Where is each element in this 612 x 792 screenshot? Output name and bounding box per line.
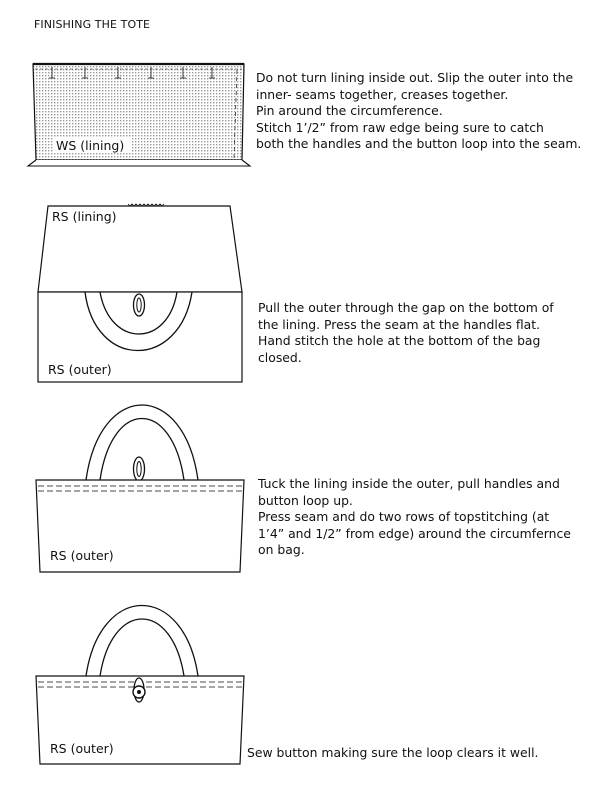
step-1-line: inner- seams together, creases together. bbox=[256, 86, 509, 102]
figure-4-label: RS (outer) bbox=[50, 741, 114, 756]
step-2-line: closed. bbox=[258, 349, 302, 365]
step-1-line: Pin around the circumference. bbox=[256, 103, 443, 119]
step-1-line: Do not turn lining inside out. Slip the outer into the bbox=[256, 70, 574, 85]
step-2-line: Pull the outer through the gap on the bottom of bbox=[258, 300, 554, 315]
step-3-line: button loop up. bbox=[258, 492, 353, 508]
step-2-line: Hand stitch the hole at the bottom of the bag bbox=[258, 333, 541, 349]
step-3-line: 1’4” and 1/2” from edge) around the circumfernce bbox=[258, 525, 571, 541]
figure-2-pull-through bbox=[38, 204, 242, 382]
step-3-line: Tuck the lining inside the outer, pull handles and bbox=[258, 476, 560, 491]
page-title: FINISHING THE TOTE bbox=[34, 18, 151, 31]
step-1-line: Stitch 1’/2” from raw edge being sure to catch bbox=[256, 119, 544, 135]
figure-4-button bbox=[36, 606, 244, 765]
figure-2-lining-label: RS (lining) bbox=[52, 209, 117, 224]
step-2-line: the lining. Press the seam at the handles flat. bbox=[258, 316, 541, 332]
step-4-line: Sew button making sure the loop clears it well. bbox=[247, 745, 539, 760]
figure-1-label: WS (lining) bbox=[56, 138, 125, 153]
step-3-line: Press seam and do two rows of topstitching (at bbox=[258, 509, 550, 525]
figure-3-topstitch bbox=[36, 405, 244, 572]
figure-2-outer-label: RS (outer) bbox=[48, 362, 112, 377]
step-1-line: both the handles and the button loop into the seam. bbox=[256, 136, 582, 152]
step-3-line: on bag. bbox=[258, 542, 305, 558]
figure-1-lining-ws bbox=[28, 64, 250, 166]
figure-3-label: RS (outer) bbox=[50, 548, 114, 563]
